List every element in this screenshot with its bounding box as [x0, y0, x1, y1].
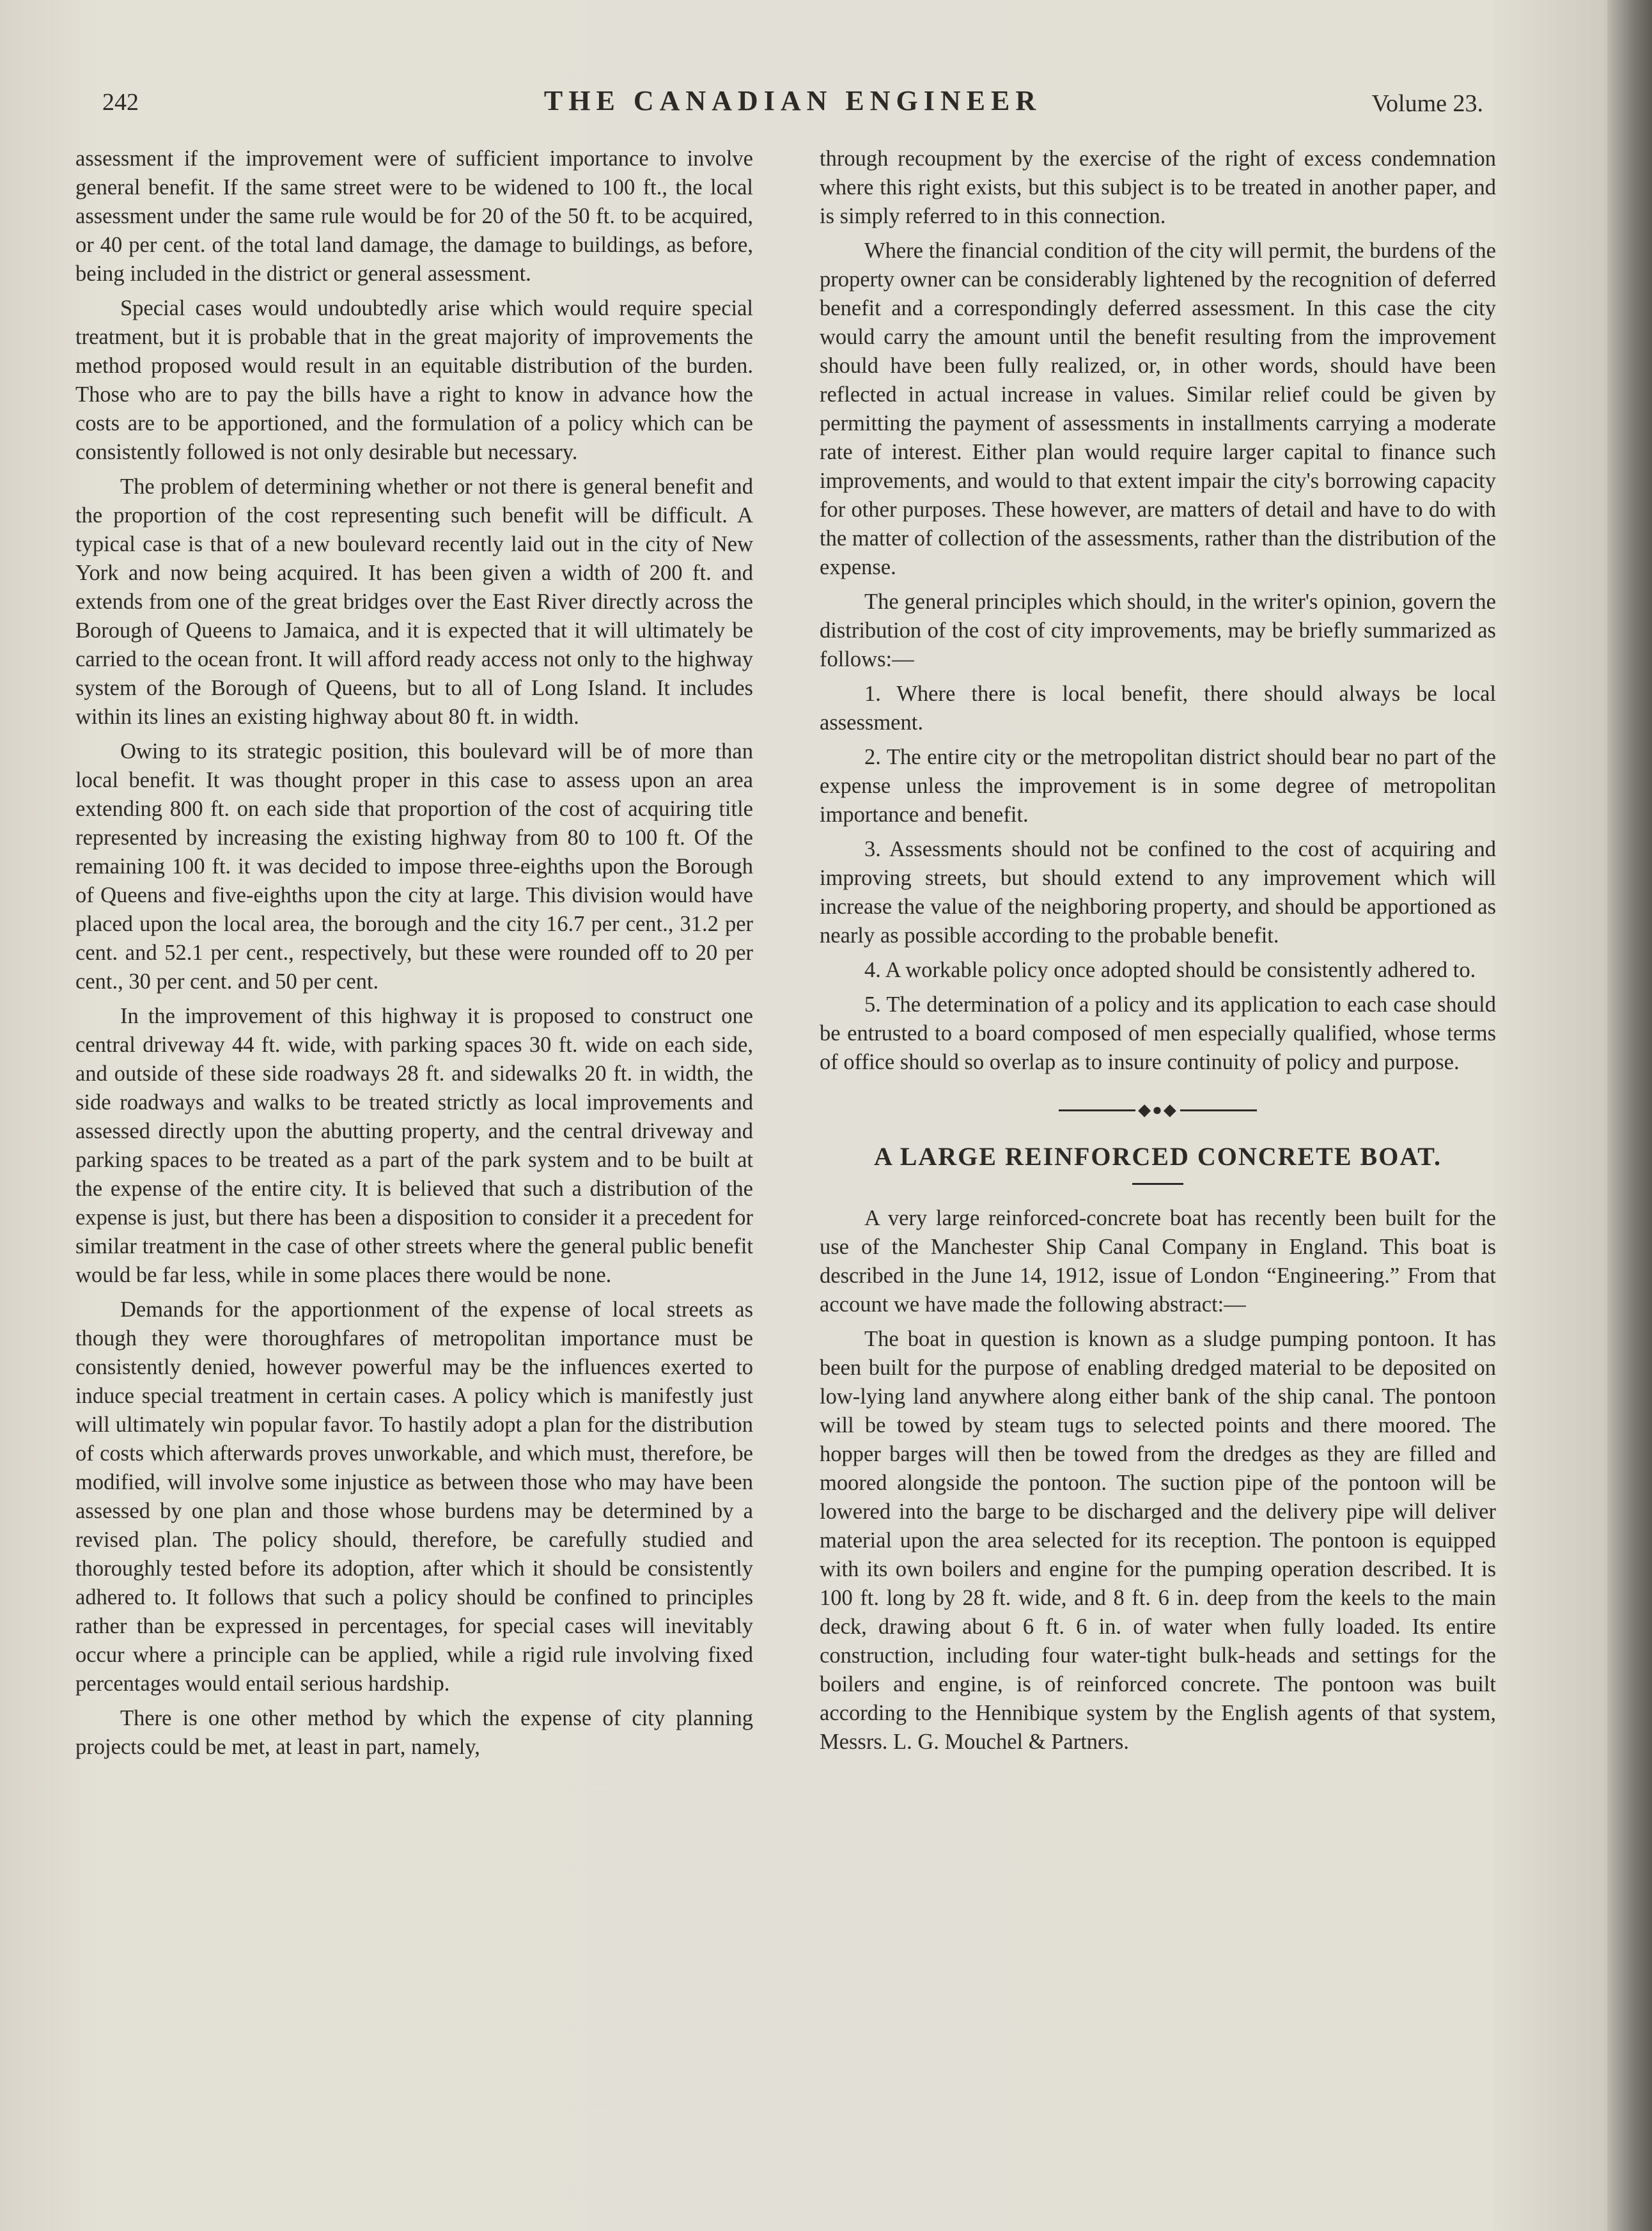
title-rule: [1132, 1183, 1183, 1185]
paragraph: Where the financial condition of the city will permit, the burdens of the property owner can be considerably lightened by the recognition of deferred benefit and a correspondingly deferred assessment. In this case the city would carry the amount until the benefit resulting from the improvement should have been fully realized, or, in other words, should have been reflected in actual increase in values. Similar relief could be given by permitting the payment of assessments in installments carrying a moderate rate of interest. Either plan would require larger capital to finance such improvements, and would to that extent impair the city's borrowing capacity for other purposes. These however, are matters of detail and have to do with the matter of collection of the assessments, rather than the distribution of the expense.: [820, 239, 1496, 579]
list-item: 1. Where there is local benefit, there should always be local assessment.: [820, 682, 1496, 735]
list-item: 4. A workable policy once adopted should be consistently adhered to.: [864, 958, 1476, 982]
paragraph: The problem of determining whether or not there is general benefit and the proportion of the cost representing such benefit will be difficult. A typical case is that of a new boulevard recently laid out in the city of New York and now being acquired. It has been given a width of 200 ft. and extends from one of the great bridges over the East River directly across the Borough of Queens to Jamaica, and it is expected that it will ultimately be carried to the ocean front. It will afford ready access not only to the highway system of the Borough of Queens, but to all of Long Island. It includes within its lines an existing highway about 80 ft. in width.: [75, 474, 753, 729]
list-item: 3. Assessments should not be confined to the cost of acquiring and improving streets, but should extend to any improvement which will increase the value of the neighboring property, and should be apportioned as nearly as possible according to the probable benefit.: [820, 837, 1496, 948]
paragraph: The general principles which should, in the writer's opinion, govern the distribution of the cost of city improvements, may be briefly summarized as follows:—: [820, 590, 1496, 671]
page-number: 242: [102, 89, 139, 116]
paragraph: There is one other method by which the expense of city planning projects could be met, at least in part, namely,: [75, 1706, 753, 1759]
paragraph: In the improvement of this highway it is proposed to construct one central driveway 44 ft. wide, with parking spaces 30 ft. wide on each side, and outside of these side roadways 28 ft. and sidewalks 20 ft. in width, the side roadways and walks to be treated strictly as local improvements and assessed directly upon the abutting property, and the central driveway and parking spaces to be treated as a part of the park system and to be built at the expense of the entire city. It is believed that such a distribution of the expense is just, but there has been a disposition to consider it a precedent for similar treatment in the case of other streets where the general public benefit would be far less, while in some places there would be none.: [75, 1004, 753, 1287]
paragraph: assessment if the improvement were of sufficient importance to involve general benefit. If the same street were to be widened to 100 ft., the local assessment under the same rule would be for 20 of the 50 ft. to be acquired, or 40 per cent. of the total land damage, the damage to buildings, as before, being included in the district or general assessment.: [75, 146, 753, 286]
journal-title: THE CANADIAN ENGINEER: [543, 85, 1042, 116]
paragraph: through recoupment by the exercise of the right of excess condemnation where this right exists, but this subject is to be treated in another paper, and is simply referred to in this connection.: [820, 146, 1496, 228]
paragraph: The boat in question is known as a sludge pumping pontoon. It has been built for the purpose of enabling dredged material to be deposited on low-lying land anywhere along either bank of the ship canal. The pontoon will be towed by steam tugs to selected points and there moored. The hopper barges will then be towed from the dredges as they are filled and moored alongside the pontoon. The suction pipe of the pontoon will be lowered into the barge to be discharged and the delivery pipe will deliver material upon the area selected for its reception. The pontoon is equipped with its own boilers and engine for the pumping operation described. It is 100 ft. long by 28 ft. wide, and 8 ft. 6 in. deep from the keels to the main deck, drawing about 6 ft. 6 in. of water when fully loaded. Its entire construction, including four water-tight bulk-heads and settings for the boilers and engine, is of reinforced concrete. The pontoon was built according to the Hennibique system by the English agents of that system, Messrs. L. G. Mouchel & Partners.: [820, 1327, 1496, 1754]
left-column: [75, 145, 753, 1767]
divider-line: [1180, 1109, 1257, 1111]
paragraph: Owing to its strategic position, this boulevard will be of more than local benefit. It was thought proper in this case to assess upon an area extending 800 ft. on each side that proportion of the cost of acquiring title represented by increasing the existing highway from 80 to 100 ft. Of the remaining 100 ft. it was decided to impose three-eighths upon the Borough of Queens and five-eighths upon the city at large. This division would have placed upon the local area, the borough and the city 16.7 per cent., 31.2 per cent. and 52.1 per cent., respectively, but these were rounded off to 20 per cent., 30 per cent. and 50 per cent.: [75, 739, 753, 994]
paragraph: Demands for the apportionment of the expense of local streets as though they were thoroughfares of metropolitan importance must be consistently denied, however powerful may be the influences exerted to induce special treatment in certain cases. A policy which is manifestly just will ultimately win popular favor. To hastily adopt a plan for the distribution of costs which afterwards proves unworkable, and which must, therefore, be modified, will involve some injustice as between those who may have been assessed by one plan and those whose burdens may be determined by a revised plan. The policy should, therefore, be carefully studied and thoroughly tested before its adoption, after which it should be consistently adhered to. It follows that such a policy should be confined to principles rather than be expressed in percentages, for special cases will inevitably occur where a principle can be applied, while a rigid rule involving fixed percentages would entail serious hardship.: [75, 1297, 753, 1696]
ornamental-divider: [820, 1100, 1496, 1119]
page-edge-shadow: [1607, 0, 1652, 2231]
paragraph: A very large reinforced-concrete boat has recently been built for the use of the Manchester Ship Canal Company in England. This boat is described in the June 14, 1912, issue of London “Engineering.” From that account we have made the following abstract:—: [820, 1206, 1496, 1317]
paragraph: Special cases would undoubtedly arise which would require special treatment, but it is probable that in the great majority of improvements the method proposed would result in an equitable distribution of the burden. Those who are to pay the bills have a right to know in advance how the costs are to be apportioned, and the formulation of a policy which can be consistently followed is not only desirable but necessary.: [75, 296, 753, 464]
page-header: [102, 82, 1483, 120]
section-title: A LARGE REINFORCED CONCRETE BOAT.: [874, 1142, 1442, 1171]
divider-ornament-icon: ◆●◆: [1138, 1100, 1178, 1119]
right-column: [820, 145, 1496, 1762]
list-item: 2. The entire city or the metropolitan district should bear no part of the expense unless the improvement is in some degree of metropolitan importance and benefit.: [820, 745, 1496, 827]
divider-line: [1059, 1109, 1135, 1111]
list-item: 5. The determination of a policy and its application to each case should be entrusted to a board composed of men especially qualified, whose terms of office should so overlap as to insure continuity of policy and purpose.: [820, 992, 1496, 1074]
volume-label: Volume 23.: [1371, 90, 1483, 117]
